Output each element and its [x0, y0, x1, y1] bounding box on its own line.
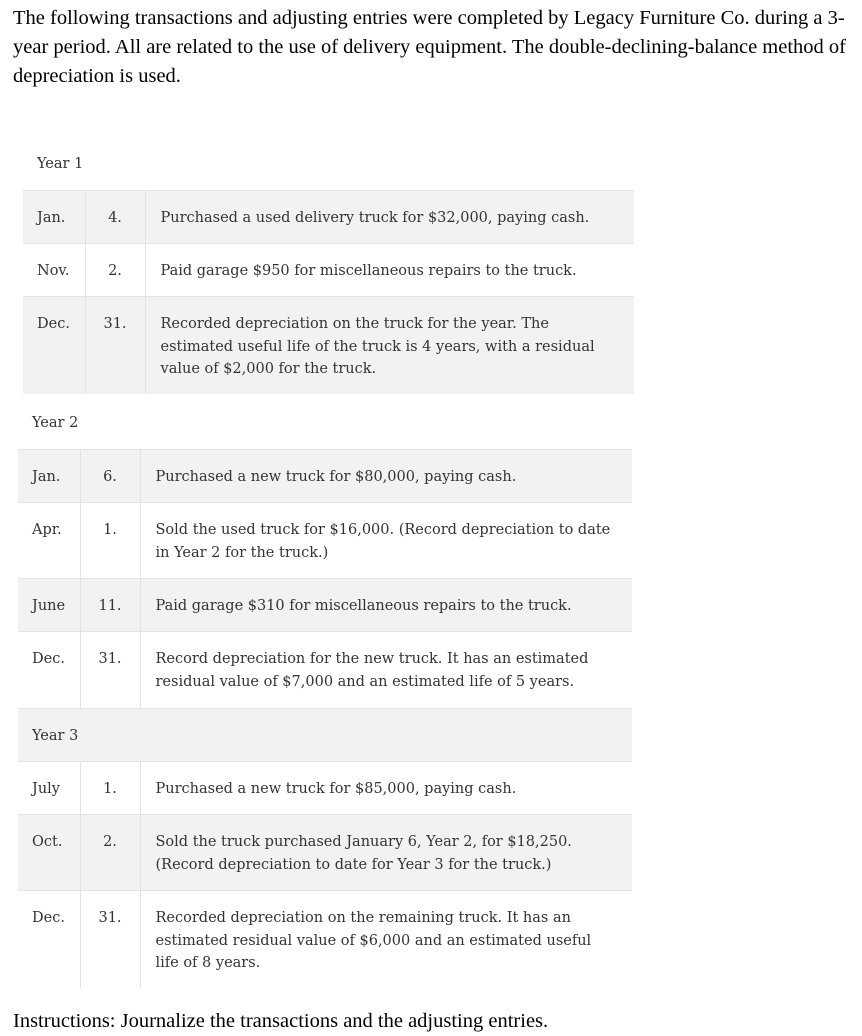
- day-cell: 1.: [80, 503, 140, 579]
- month-cell: Jan.: [23, 191, 85, 244]
- description-cell: Record depreciation for the new truck. It has an estimated residual value of $7,000 and an estimated life of 5 years.: [155, 651, 589, 690]
- day-cell: 2.: [80, 815, 140, 891]
- table-row: [18, 632, 632, 709]
- year-1-table: [23, 190, 634, 394]
- day-cell: 31.: [85, 297, 145, 394]
- description-cell: Sold the used truck for $16,000. (Record depreciation to date in Year 2 for the truck.): [155, 522, 611, 561]
- description-cell: Purchased a used delivery truck for $32,000, paying cash.: [145, 191, 634, 244]
- table-row: [18, 762, 632, 815]
- table-row: [23, 244, 634, 297]
- day-cell: 31.: [80, 891, 140, 988]
- description-cell: Sold the truck purchased January 6, Year 2, for $18,250. (Record depreciation to date for Year 3 for the truck.): [140, 815, 632, 891]
- table-row: [18, 891, 632, 988]
- year-2-label: Year 2: [32, 415, 79, 431]
- description-cell: Paid garage $310 for miscellaneous repairs to the truck.: [140, 579, 632, 632]
- description-cell: Recorded depreciation on the truck for the year. The estimated useful life of the truck is 4 years, with a residual value of $2,000 for the truck.: [145, 297, 634, 394]
- description-cell: Paid garage $950 for miscellaneous repairs to the truck.: [160, 263, 577, 279]
- year-3-header-row: [18, 709, 632, 762]
- month-cell: Dec.: [23, 297, 85, 394]
- problem-intro: The following transactions and adjusting entries were completed by Legacy Furniture Co. during a 3-year period. All are related to the use of delivery equipment. The double-declining-balance method of depreciation is used.: [13, 7, 846, 87]
- day-cell: 6.: [80, 450, 140, 503]
- instructions: Instructions: Journalize the transactions and the adjusting entries.: [13, 1010, 549, 1032]
- year-2-table: [18, 449, 632, 988]
- day-cell: 1.: [80, 762, 140, 815]
- description-cell: Recorded depreciation on the remaining truck. It has an estimated residual value of $6,000 and an estimated useful life of 8 years.: [155, 910, 592, 971]
- day-cell: 2.: [85, 244, 145, 297]
- month-cell: June: [18, 579, 80, 632]
- table-row: [18, 815, 632, 891]
- year-1-label: Year 1: [37, 156, 84, 172]
- day-cell: 11.: [80, 579, 140, 632]
- table-row: [18, 450, 632, 503]
- month-cell: Oct.: [18, 815, 80, 891]
- year-3-label: Year 3: [18, 709, 632, 762]
- description-cell: Purchased a new truck for $80,000, paying cash.: [140, 450, 632, 503]
- day-cell: 31.: [80, 632, 140, 709]
- month-cell: Nov.: [37, 263, 70, 279]
- month-cell: Jan.: [18, 450, 80, 503]
- month-cell: Dec.: [32, 910, 65, 926]
- month-cell: Apr.: [32, 522, 62, 538]
- table-row: [18, 579, 632, 632]
- table-row: [23, 297, 634, 394]
- month-cell: Dec.: [32, 651, 65, 667]
- description-cell: Purchased a new truck for $85,000, paying cash.: [155, 781, 517, 797]
- day-cell: 4.: [85, 191, 145, 244]
- table-row: [18, 503, 632, 579]
- table-row: [23, 191, 634, 244]
- month-cell: July: [32, 781, 60, 797]
